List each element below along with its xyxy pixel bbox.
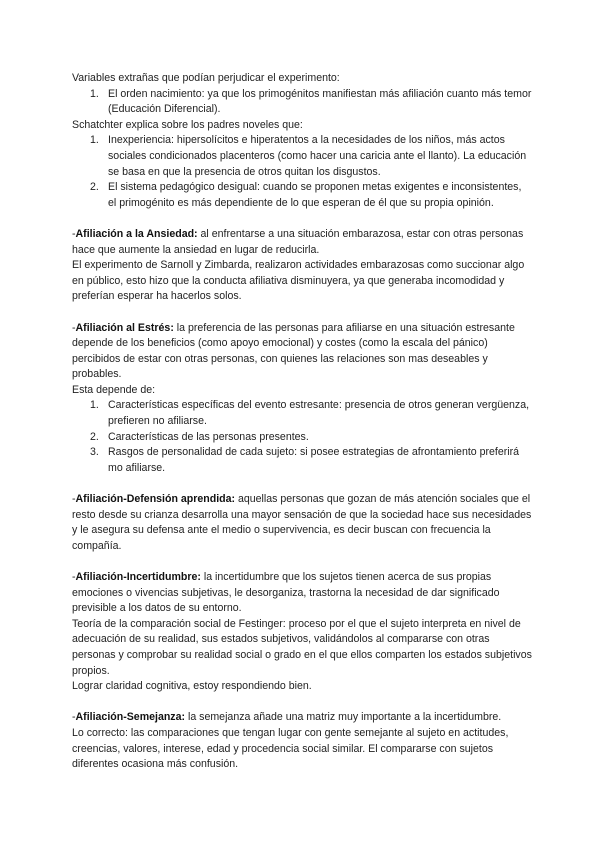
intro-list-1: [72, 87, 532, 118]
section-title: Afiliación-Semejanza:: [75, 711, 186, 724]
section-semejanza: -Afiliación-Semejanza: la semejanza añade una matriz muy importante a la incertidumbre.: [72, 711, 502, 724]
section-incertidumbre: -Afiliación-Incertidumbre: la incertidumbre que los sujetos tienen acerca de sus propias emociones o vivencias subjetivas, le desorganiza, trastorna la necesidad de dar significado previsible a los datos de su entorno.: [72, 571, 500, 615]
paragraph: El experimento de Sarnoll y Zimbarda, realizaron actividades embarazosas como succionar algo en público, esto hizo que la conducta afiliativa disminuyera, ya que generaba incomodidad y preferían esperar ha hacerlos solos.: [72, 259, 525, 303]
intro-line: Variables extrañas que podían perjudicar el experimento:: [72, 72, 340, 84]
section-title: Afiliación-Defensión aprendida:: [75, 493, 236, 506]
section-title: Afiliación al Estrés:: [75, 321, 174, 334]
document-page: [72, 71, 532, 773]
section-estres: -Afiliación al Estrés: la preferencia de las personas para afiliarse en una situación estresante depende de los beneficios (como apoyo emocional) y costes (como la escala del pánico) percibidos de estar con otras personas, con quienes las relaciones son mas deseables y probables.: [72, 321, 515, 381]
section-ansiedad: -Afiliación a la Ansiedad: al enfrentarse a una situación embarazosa, estar con otras personas hace que aumente la ansiedad en lugar de reducirla.: [72, 227, 524, 256]
list-item: 3. Rasgos de personalidad de cada sujeto: si posee estrategias de afrontamiento preferirá mo afiliarse.: [90, 446, 520, 474]
list-item: 2. El sistema pedagógico desigual: cuando se proponen metas exigentes e inconsistentes, el primogénito es más dependiente de lo que esperan de él que su propia opinión.: [90, 181, 522, 209]
paragraph: Lo correcto: las comparaciones que tengan lugar con gente semejante al sujeto en actitudes, creencias, valores, interese, edad y procedencia social similar. El compararse con sujetos diferentes ocasiona más confusión.: [72, 726, 509, 771]
list-item: 1. Características específicas del evento estresante: presencia de otros generan vergüenza, prefieren no afiliarse.: [90, 399, 530, 428]
list-item: 2. Características de las personas presentes.: [90, 430, 309, 443]
paragraph: Lograr claridad cognitiva, estoy respondiendo bien.: [72, 680, 312, 693]
list-item: 1. El orden nacimiento: ya que los primogénitos manifiestan más afiliación cuanto más temor (Educación Diferencial).: [90, 87, 532, 116]
intro-list-2: [72, 133, 532, 211]
section-title: Afiliación-Incertidumbre:: [75, 571, 201, 583]
section-defension: -Afiliación-Defensión aprendida: aquellas personas que gozan de más atención sociales que el resto desde su crianza desarrolla una mayor sensación de que la sociedad hace sus necesidades y le asegura su defensa ante el medio o supervivencia, es decir buscan con frecuencia la compañía.: [72, 493, 532, 552]
intro-line: Schatchter explica sobre los padres noveles que:: [72, 118, 303, 131]
paragraph: Esta depende de:: [72, 383, 156, 396]
section-title: Afiliación a la Ansiedad:: [75, 227, 198, 240]
estres-list: [72, 398, 532, 476]
list-item: 1. Inexperiencia: hipersolícitos e hiperatentos a la necesidades de los niños, más actos sociales condicionados placenteros (como hacer una caricia ante el llanto). La educación se basa en que la presencia de otros quitan los disgustos.: [90, 134, 527, 178]
paragraph: Teoría de la comparación social de Festinger: proceso por el que el sujeto interpreta en nivel de adecuación de su realidad, sus estados subjetivos, validándolos al compararse con otras personas y comprobar su realidad social o grado en el que ellos comparten los estados subjetivos propios.: [72, 617, 532, 677]
